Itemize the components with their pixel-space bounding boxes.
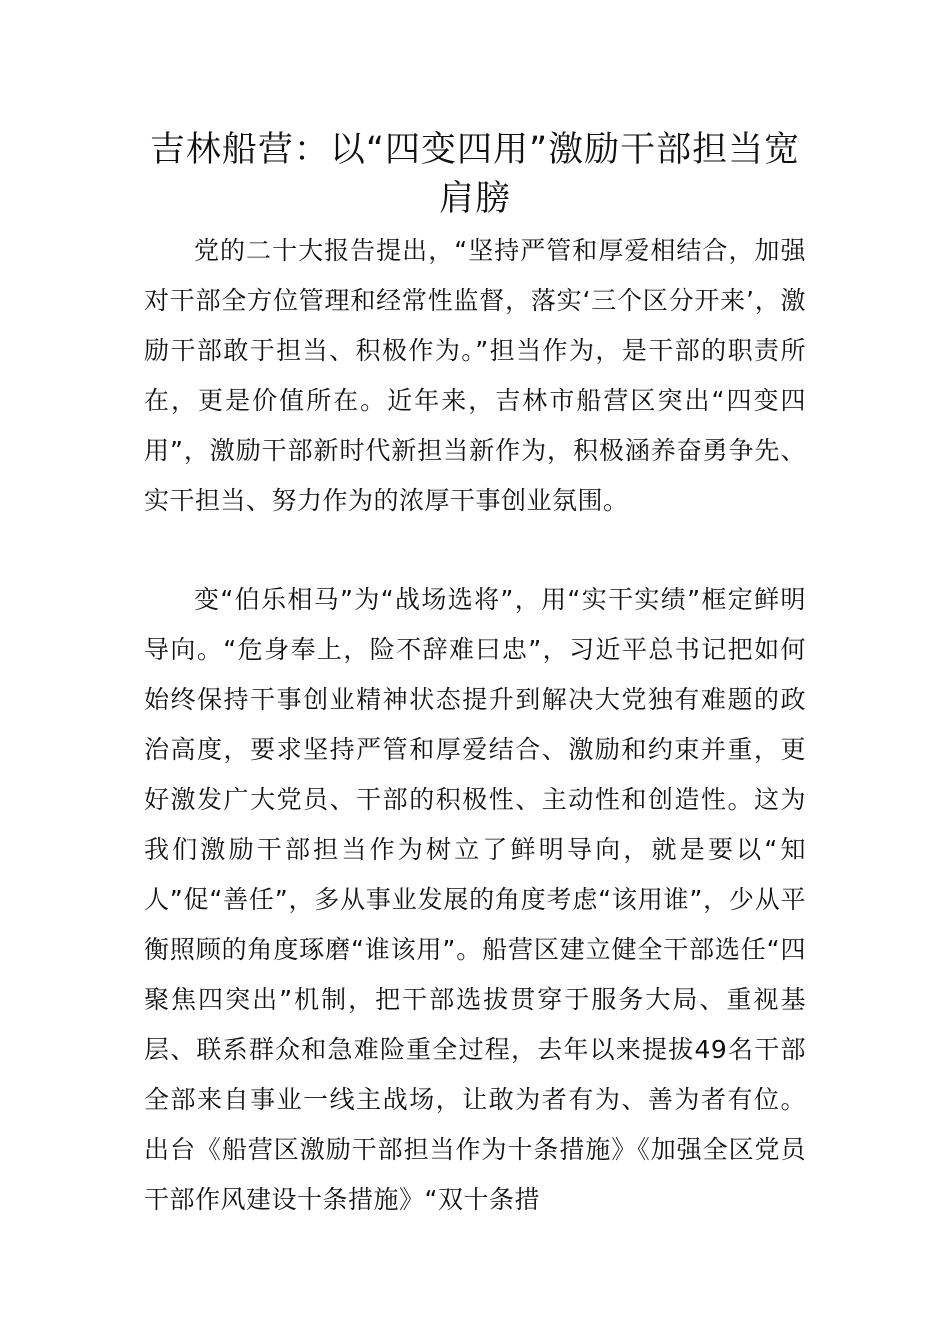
paragraph-intro: 党的二十大报告提出，“坚持严管和厚爱相结合，加强对干部全方位管理和经常性监督，落实‘三个区分开来’，激励干部敢于担当、积极作为。”担当作为，是干部的职责所在，更是价值所在。近年来，吉林市船营区突出“四变四用”，激励干部新时代新担当新作为，积极涵养奋勇争先、实干担当、努力作为的浓厚干事创业氛围。: [144, 236, 806, 515]
paragraph-section-one: 变“伯乐相马”为“战场选将”，用“实干实绩”框定鲜明导向。“危身奉上，险不辞难曰忠”，习近平总书记把如何始终保持干事创业精神状态提升到解决大党独有难题的政治高度，要求坚持严管和厚爱结合、激励和约束并重，更好激发广大党员、干部的积极性、主动性和创造性。这为我们激励干部担当作为树立了鲜明导向，就是要以“知人”促“善任”，多从事业发展的角度考虑“该用谁”，少从平衡照顾的角度琢磨“谁该用”。船营区建立健全干部选任“四聚焦四突出”机制，把干部选拔贯穿于服务大局、重视基层、联系群众和急难险重全过程，去年以来提拔49名干部全部来自事业一线主战场，让敢为者有为、善为者有位。出台《船营区激励干部担当作为十条措施》《加强全区党员干部作风建设十条措施》“双十条措: [144, 585, 806, 1214]
document-title: 吉林船营：以“四变四用”激励干部担当宽肩膀: [149, 130, 801, 219]
